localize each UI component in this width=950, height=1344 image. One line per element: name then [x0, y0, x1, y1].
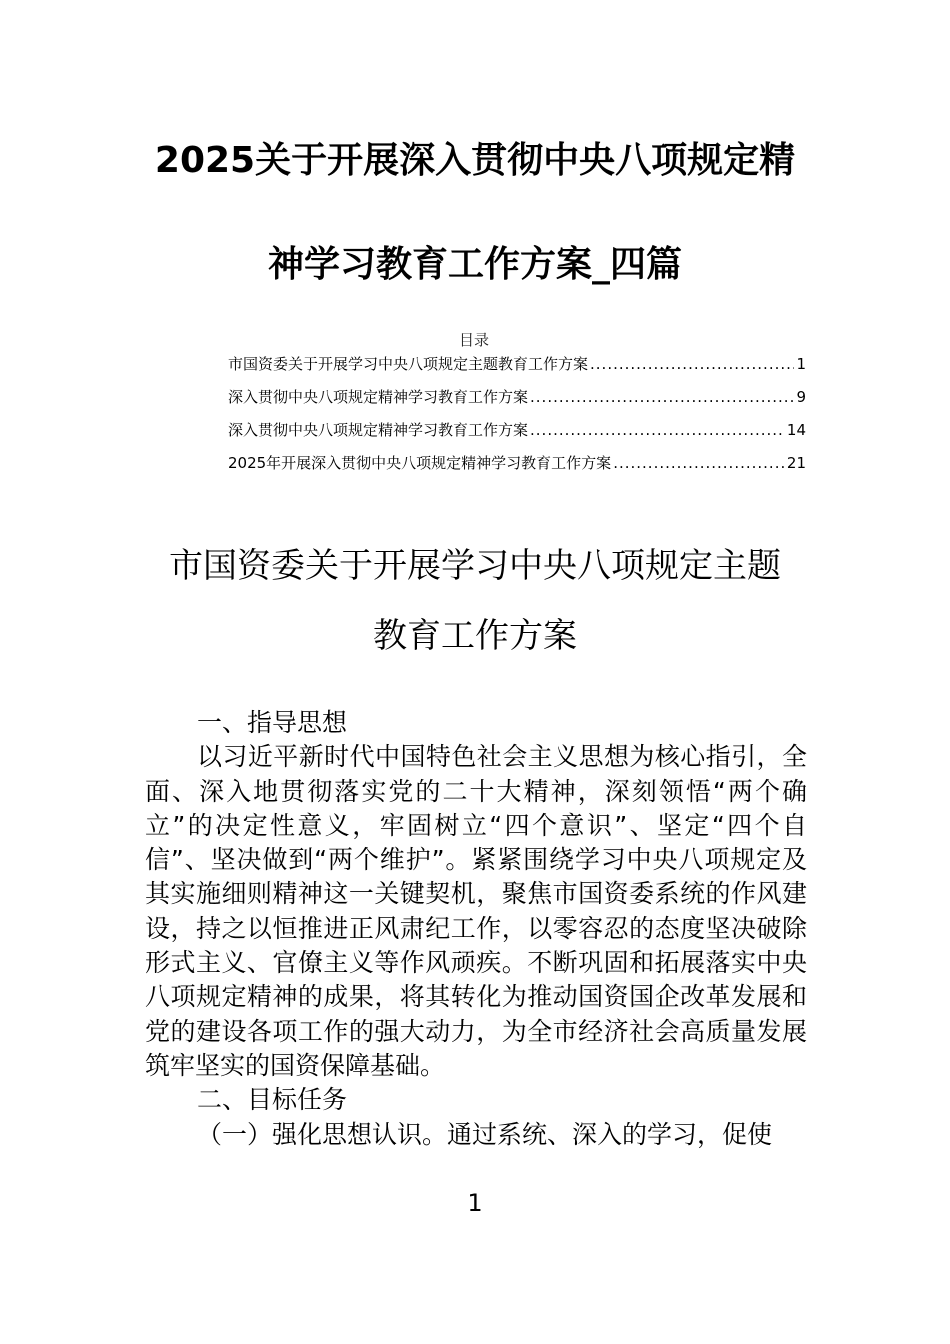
section-title-line-2: 教育工作方案 — [373, 616, 577, 656]
toc-leader-dots — [590, 354, 794, 374]
toc-entry-title: 市国资委关于开展学习中央八项规定主题教育工作方案 — [228, 355, 589, 373]
toc-entry-title: 深入贯彻中央八项规定精神学习教育工作方案 — [228, 388, 529, 406]
toc-entry-page: 21 — [786, 454, 806, 472]
document-title-line-1: 2025关于开展深入贯彻中央八项规定精 — [154, 140, 796, 181]
table-of-contents — [228, 326, 806, 486]
toc-leader-dots — [530, 420, 785, 440]
toc-leader-dots — [530, 387, 794, 407]
toc-entry-page: 1 — [796, 355, 806, 373]
toc-leader-dots — [613, 453, 785, 473]
paragraph-guiding-ideology: 以习近平新时代中国特色社会主义思想为核心指引，全面、深入地贯彻落实党的二十大精神，深刻领悟“两个确立”的决定性意义，牢固树立“四个意识”、坚定“四个自信”、坚决做到“两个维护”。紧紧围绕学习中央八项规定及其实施细则精神这一关键契机，聚焦市国资委系统的作风建设，持之以恒推进正风肃纪工作，以零容忍的态度坚决破除形式主义、官僚主义等作风顽疾。不断巩固和拓展落实中央八项规定精神的成果，将其转化为推动国资国企改革发展和党的建设各项工作的强大动力，为全市经济社会高质量发展筑牢坚实的国资保障基础。 — [145, 742, 807, 1080]
toc-entry[interactable] — [228, 387, 806, 420]
toc-entry-page: 9 — [796, 388, 806, 406]
toc-heading: 目录 — [458, 331, 489, 349]
document-title-line-2: 神学习教育工作方案_四篇 — [267, 244, 682, 285]
toc-entry-title: 2025年开展深入贯彻中央八项规定精神学习教育工作方案 — [228, 454, 612, 472]
body-text — [145, 706, 807, 1152]
heading-goals-tasks: 二、目标任务 — [197, 1085, 348, 1115]
page-number: 1 — [467, 1189, 483, 1217]
heading-guiding-ideology: 一、指导思想 — [197, 708, 348, 737]
toc-entry-page: 14 — [786, 421, 806, 439]
toc-entry[interactable] — [228, 354, 806, 387]
toc-entry[interactable] — [228, 420, 806, 453]
toc-entry[interactable] — [228, 453, 806, 486]
toc-entry-title: 深入贯彻中央八项规定精神学习教育工作方案 — [228, 421, 529, 439]
subheading-strengthen-awareness: （一）强化思想认识。通过系统、深入的学习，促使 — [197, 1119, 773, 1149]
section-title-line-1: 市国资委关于开展学习中央八项规定主题 — [169, 546, 781, 586]
